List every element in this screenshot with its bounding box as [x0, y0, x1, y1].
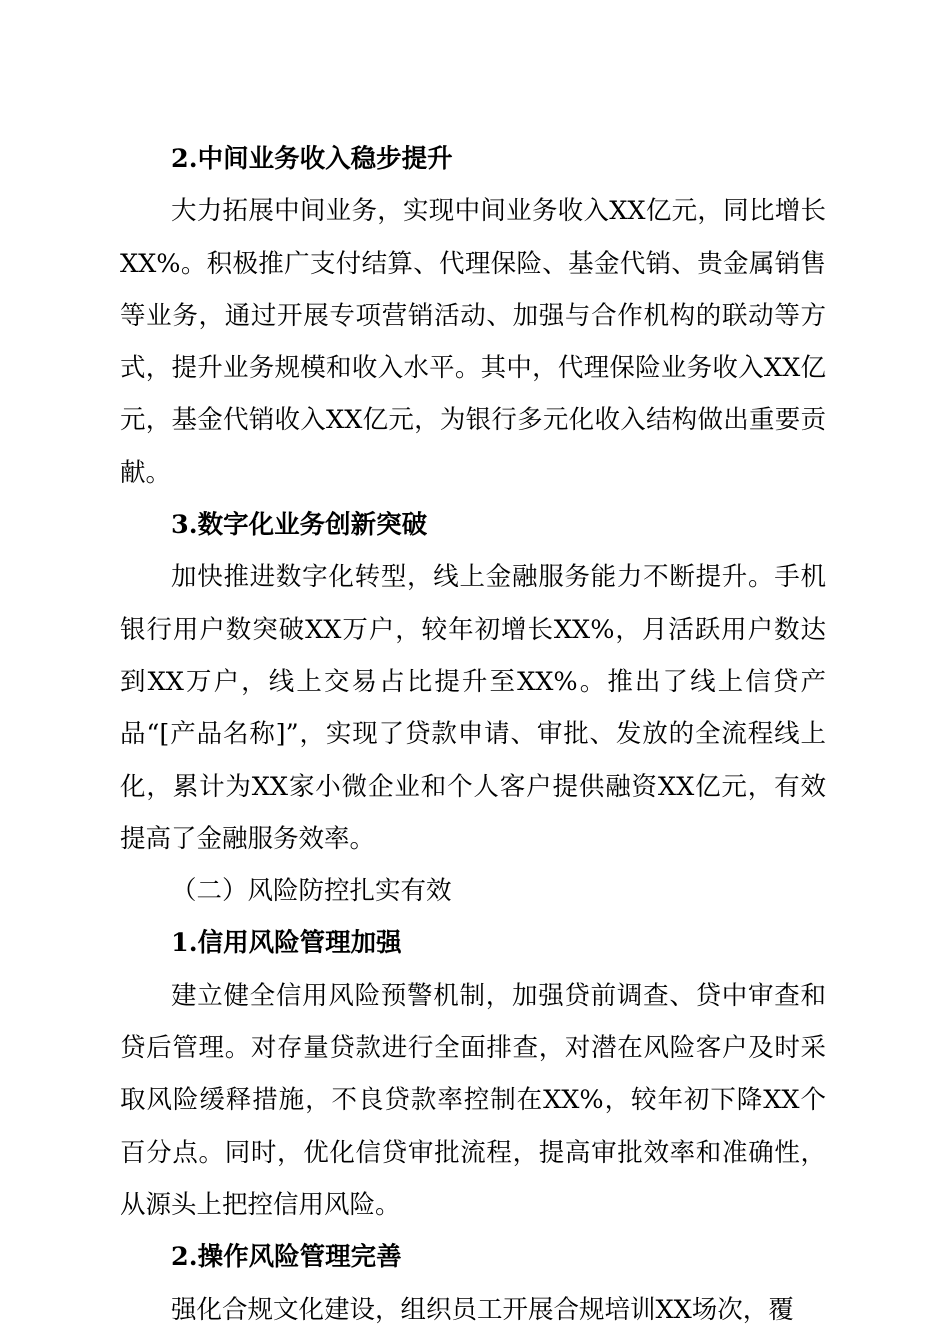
heading-intermediate-business: 2.中间业务收入稳步提升	[171, 144, 453, 174]
paragraph-digital-innovation: 加快推进数字化转型，线上金融服务能力不断提升。手机银行用户数突破XX万户，较年初增长XX%，月活跃用户数达到XX万户，线上交易占比提升至XX%。推出了线上信贷产品“[产品名称]”，实现了贷款申请、审批、发放的全流程线上化，累计为XX家小微企业和个人客户提供融资XX亿元，有效提高了金融服务效率。	[120, 562, 826, 854]
document-page	[120, 133, 826, 1336]
paragraph-credit-risk: 建立健全信用风险预警机制，加强贷前调查、贷中审查和贷后管理。对存量贷款进行全面排查，对潜在风险客户及时采取风险缓释措施，不良贷款率控制在XX%，较年初下降XX个百分点。同时，优化信贷审批流程，提高审批效率和准确性，从源头上把控信用风险。	[120, 980, 826, 1220]
paragraph-intermediate-business: 大力拓展中间业务，实现中间业务收入XX亿元，同比增长XX%。积极推广支付结算、代理保险、基金代销、贵金属销售等业务，通过开展专项营销活动、加强与合作机构的联动等方式，提升业务规模和收入水平。其中，代理保险业务收入XX亿元，基金代销收入XX亿元，为银行多元化收入结构做出重要贡献。	[120, 196, 826, 488]
paragraph-operational-risk: 强化合规文化建设，组织员工开展合规培训XX场次，覆	[171, 1294, 794, 1325]
heading-digital-innovation: 3.数字化业务创新突破	[171, 510, 428, 541]
heading-operational-risk: 2.操作风险管理完善	[171, 1242, 402, 1273]
section-risk-control: （二）风险防控扎实有效	[171, 876, 452, 907]
heading-credit-risk: 1.信用风险管理加强	[171, 928, 402, 959]
